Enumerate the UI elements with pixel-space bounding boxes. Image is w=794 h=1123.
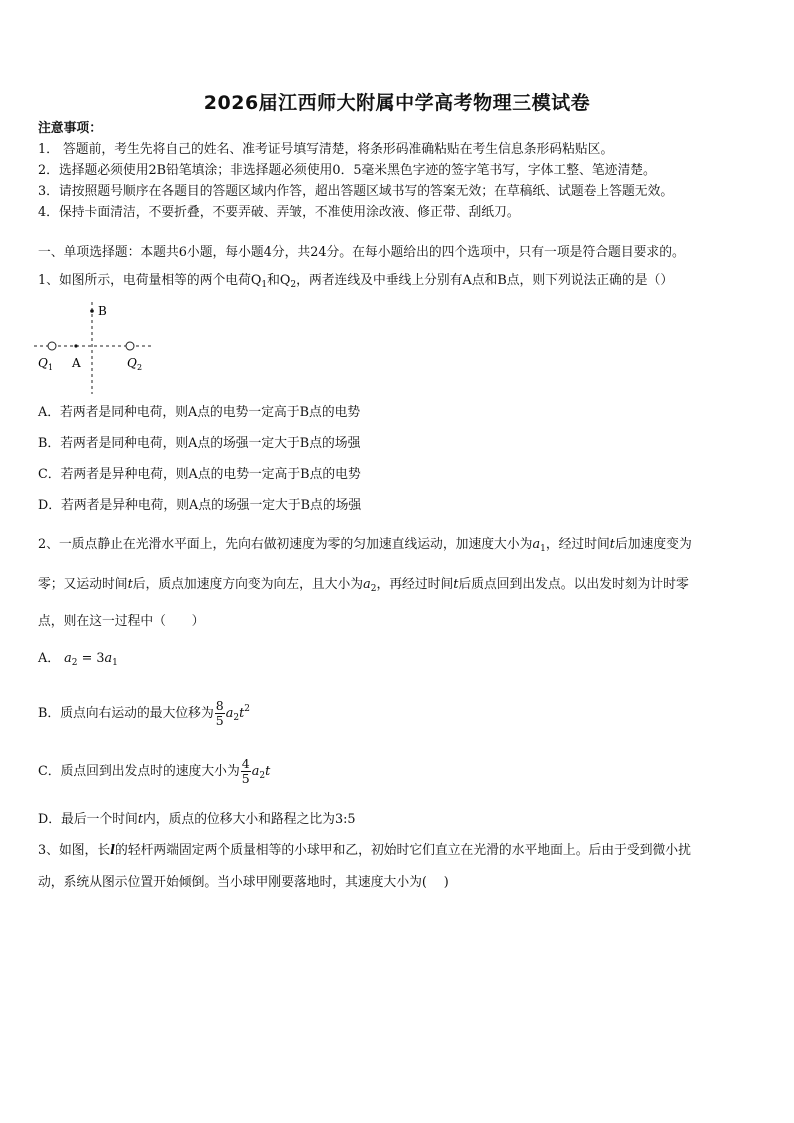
charge-q2 <box>126 342 134 350</box>
question-2-option-c: C．质点回到出发点时的速度大小为 $\frac{4}{5}$ $a_2t$ <box>38 756 271 786</box>
question-1-option-b: B．若两者是同种电荷，则A点的场强一定大于B点的场强 <box>38 436 361 451</box>
exam-title: 2026届江西师大附属中学高考物理三模试卷 <box>203 92 591 114</box>
fraction: $\frac{8}{5}$ <box>215 698 224 728</box>
question-2-line-1: 2、一质点静止在光滑水平面上，先向右做初速度为零的匀加速直线运动，加速度大小为$a_1$，经过时间t后加速度变为 <box>38 537 692 554</box>
notice-item-2: 2．选择题必须使用2B铅笔填涂；非选择题必须使用0．5毫米黑色字迹的签字笔书写，字体工整、笔迹清楚。 <box>38 163 656 178</box>
label-q2-sub: 2 <box>137 363 143 372</box>
question-3-line-1: 3、如图，长l的轻杆两端固定两个质量相等的小球甲和乙，初始时它们直立在光滑的水平地面上。后由于受到微小扰 <box>38 843 691 858</box>
question-2-line-3: 点，则在这一过程中（ ） <box>38 614 205 629</box>
question-3-line-2: 动，系统从图示位置开始倾倒。当小球甲刚要落地时，其速度大小为( ) <box>38 875 449 890</box>
label-q2: Q <box>127 356 137 370</box>
section-heading: 一、单项选择题：本题共6小题，每小题4分，共24分。在每小题给出的四个选项中，只有一项是符合题目要求的。 <box>38 245 685 260</box>
question-2-option-a: A． $a_2 = 3a_1$ <box>38 651 118 668</box>
question-1-figure <box>30 300 170 400</box>
question-2-line-2: 零；又运动时间t后，质点加速度方向变为向左，且大小为$a_2$，再经过时间t后质点回到出发点。以出发时刻为计时零 <box>38 577 689 594</box>
label-q1: Q <box>38 356 48 370</box>
point-b-dot <box>90 309 94 313</box>
label-q1-sub: 1 <box>48 363 54 372</box>
label-b: B <box>98 304 107 318</box>
question-2-option-d: D．最后一个时间t内，质点的位移大小和路程之比为3:5 <box>38 812 356 827</box>
notice-item-1: 1． 答题前，考生先将自己的姓名、准考证号填写清楚，将条形码准确粘贴在考生信息条形码粘贴区。 <box>38 142 614 157</box>
point-a-dot <box>74 344 77 347</box>
question-1-option-a: A．若两者是同种电荷，则A点的电势一定高于B点的电势 <box>38 405 361 420</box>
fraction: $\frac{4}{5}$ <box>241 756 250 786</box>
question-1-option-c: C．若两者是异种电荷，则A点的电势一定高于B点的电势 <box>38 467 361 482</box>
notice-heading: 注意事项： <box>38 121 102 136</box>
label-a: A <box>72 356 81 370</box>
notice-item-4: 4．保持卡面清洁，不要折叠，不要弄破、弄皱，不准使用涂改液、修正带、刮纸刀。 <box>38 205 520 220</box>
question-2-option-b: B．质点向右运动的最大位移为 $\frac{8}{5}$ $a_2t^2$ <box>38 698 250 728</box>
notice-item-3: 3．请按照题号顺序在各题目的答题区域内作答，超出答题区域书写的答案无效；在草稿纸、试题卷上答题无效。 <box>38 184 674 199</box>
question-1-stem: 1、如图所示，电荷量相等的两个电荷$Q_1$和$Q_2$，两者连线及中垂线上分别有A点和B点，则下列说法正确的是（） <box>38 273 674 290</box>
question-1-option-d: D．若两者是异种电荷，则A点的场强一定大于B点的场强 <box>38 498 362 513</box>
charge-q1 <box>48 342 56 350</box>
